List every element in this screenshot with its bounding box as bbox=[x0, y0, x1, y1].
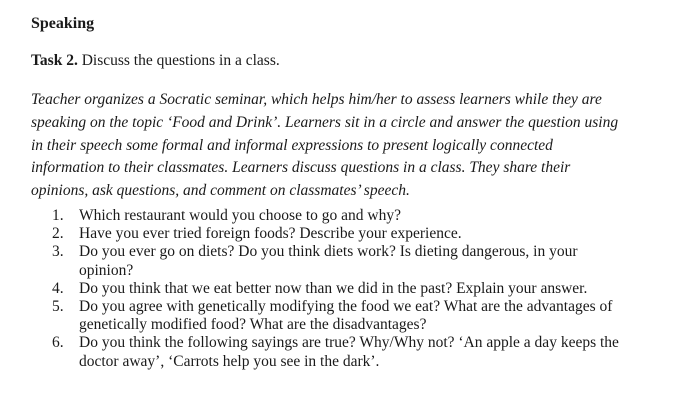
question-text bbox=[79, 280, 662, 298]
question-text bbox=[79, 334, 662, 370]
question-line: doctor away’, ‘Carrots help you see in the dark’. bbox=[79, 352, 380, 370]
instruction-line: information to their classmates. Learners discuss questions in a class. They share their bbox=[31, 159, 571, 177]
instruction-line: opinions, ask questions, and comment on classmates’ speech. bbox=[31, 182, 410, 200]
question-number: 4. bbox=[52, 279, 64, 297]
question-number: 5. bbox=[52, 298, 64, 316]
question-item bbox=[52, 225, 662, 243]
question-number: 3. bbox=[52, 243, 64, 261]
question-item bbox=[52, 298, 662, 334]
instruction-line: Teacher organizes a Socratic seminar, which helps him/her to assess learners while they are bbox=[31, 91, 602, 108]
question-text bbox=[79, 225, 662, 243]
question-line: Which restaurant would you choose to go and why? bbox=[79, 207, 401, 224]
question-number: 6. bbox=[52, 334, 64, 352]
question-item bbox=[52, 207, 662, 225]
question-text bbox=[79, 243, 662, 279]
question-line: Do you think the following sayings are true? Why/Why not? ‘An apple a day keeps the bbox=[79, 334, 619, 352]
section-heading: Speaking bbox=[31, 15, 95, 32]
question-item bbox=[52, 280, 662, 298]
question-item bbox=[52, 243, 662, 279]
question-line: genetically modified food? What are the disadvantages? bbox=[79, 316, 427, 334]
task-label: Task 2. bbox=[31, 52, 78, 69]
question-line: Do you agree with genetically modifying the food we eat? What are the advantages of bbox=[79, 298, 613, 316]
teacher-instructions bbox=[31, 89, 656, 203]
question-line: Do you think that we eat better now than we did in the past? Explain your answer. bbox=[79, 279, 588, 297]
question-text bbox=[79, 298, 662, 334]
question-text bbox=[79, 207, 662, 225]
question-item bbox=[52, 334, 662, 370]
question-list bbox=[52, 207, 662, 371]
task-text: Discuss the questions in a class. bbox=[81, 52, 280, 69]
instruction-line: speaking on the topic ‘Food and Drink’. Learners sit in a circle and answer the question using bbox=[31, 113, 619, 131]
question-line: Have you ever tried foreign foods? Describe your experience. bbox=[79, 225, 462, 243]
question-number: 1. bbox=[52, 207, 64, 224]
question-number: 2. bbox=[52, 225, 64, 243]
task-line bbox=[31, 52, 280, 70]
instruction-line: in their speech some formal and informal expressions to present logically connected bbox=[31, 136, 553, 154]
question-line: Do you ever go on diets? Do you think diets work? Is dieting dangerous, in your bbox=[79, 243, 578, 261]
question-line: opinion? bbox=[79, 261, 134, 279]
